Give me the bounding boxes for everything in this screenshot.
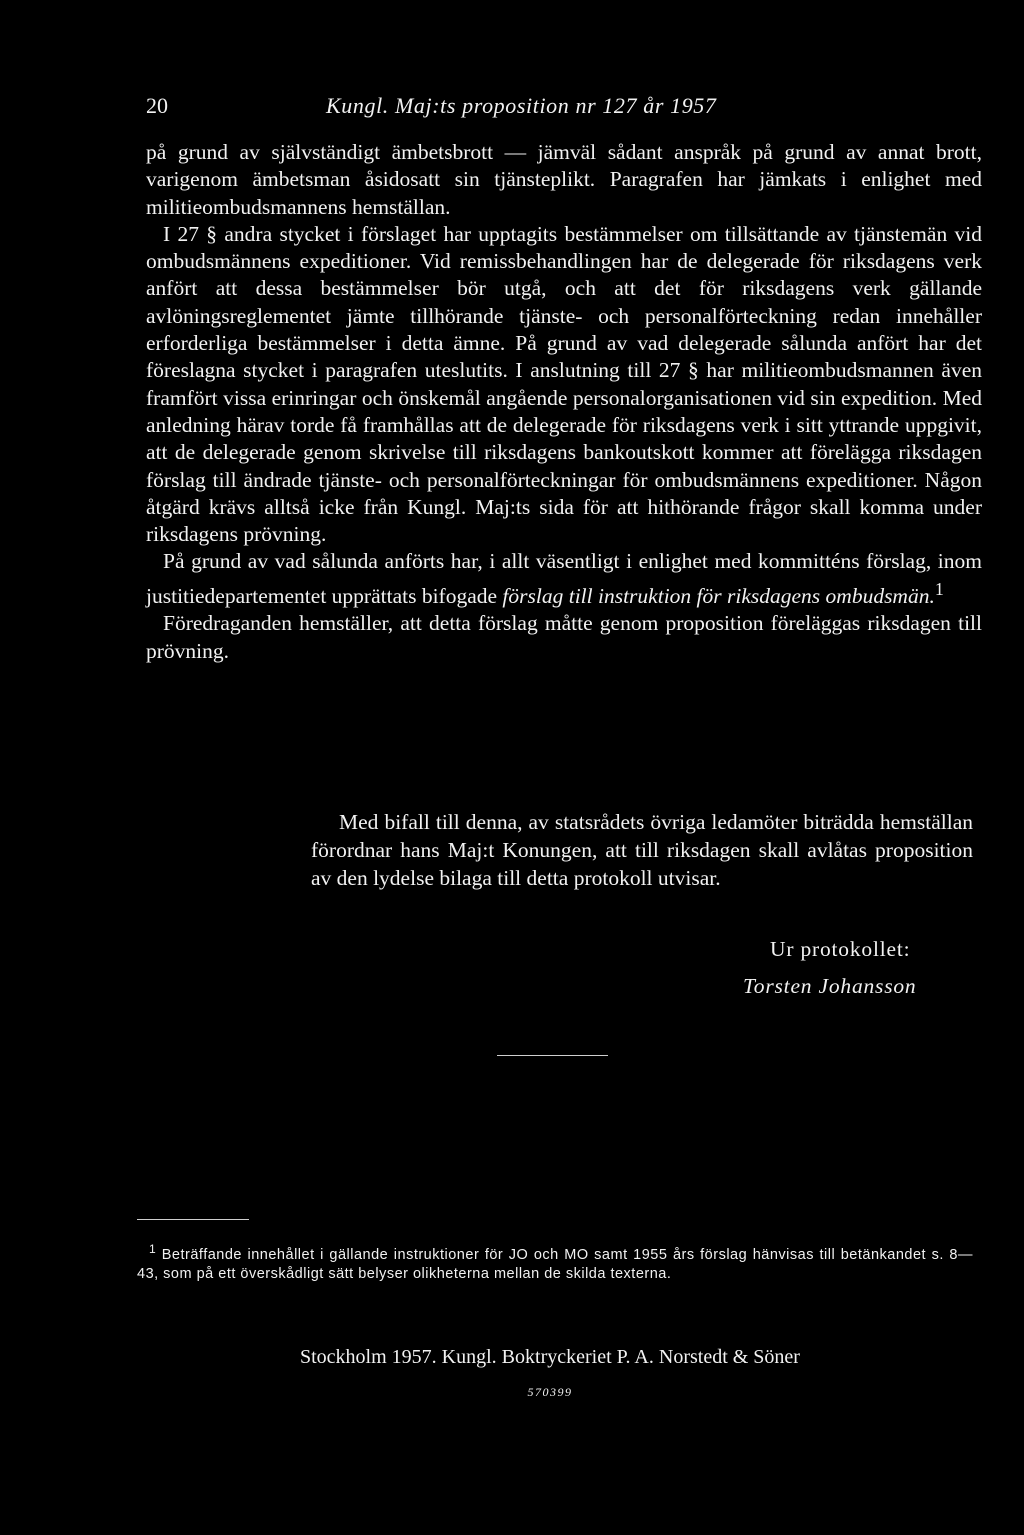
decision-paragraph bbox=[311, 809, 973, 892]
main-text bbox=[146, 139, 982, 665]
paragraph-2: I 27 § andra stycket i förslaget har upptagits bestämmelser om tillsättande av tjänstemän vid ombudsmännens expeditioner. Vid remissbehandlingen har de delegerade för riksdagens verk anfört att dessa bestämmelser bör utgå, och att det för riksdagens verk gällande avlöningsreglementet jämte tillhörande tjänste- och personalförteckning redan innehåller erforderliga bestämmelser i detta ämne. På grund av vad delegerade sålunda anfört har det föreslagna stycket i paragrafen uteslutits. I anslutning till 27 § har militieombudsmannen även framfört vissa erinringar och önskemål angående personalorganisationen vid sin expedition. Med anledning härav torde få framhållas att de delegerade för riksdagens verk i sitt yttrande uppgivit, att de delegerade genom skrivelse till riksdagens bankoutskott kommer att förelägga riksdagen förslag till ändrade tjänste- och personalförteckningar för ombudsmännens expeditioner. Någon åtgärd krävs alltså icke från Kungl. Maj:ts sida för att hithörande frågor skall komma under riksdagens prövning. bbox=[146, 221, 982, 547]
footnote-reference: 1 bbox=[934, 578, 944, 599]
footnote-marker: 1 bbox=[149, 1242, 157, 1256]
paragraph-4: Föredraganden hemställer, att detta förslag måtte genom proposition föreläggas riksdagen till prövning. bbox=[146, 611, 982, 663]
proposal-title: förslag till instruktion för riksdagens ombudsmän. bbox=[502, 583, 935, 608]
section-divider bbox=[497, 1055, 608, 1056]
paragraph-3-text: På grund av vad sålunda anförts har, i allt väsentligt i enlighet med kommitténs förslag, inom justitiedepartementet upprättats bifogade bbox=[146, 549, 982, 608]
footnote bbox=[137, 1240, 973, 1285]
printer-imprint: Stockholm 1957. Kungl. Boktryckeriet P. A. Norstedt & Söner bbox=[300, 1346, 800, 1368]
print-code: 570399 bbox=[527, 1385, 573, 1399]
signature: Torsten Johansson bbox=[743, 974, 917, 998]
page-number: 20 bbox=[146, 93, 168, 118]
ur-protokollet: Ur protokollet: bbox=[770, 937, 911, 961]
page-header bbox=[146, 92, 846, 120]
footnote-paragraph bbox=[137, 1240, 973, 1285]
footnote-divider bbox=[137, 1219, 249, 1220]
paragraph-3 bbox=[146, 548, 982, 610]
running-title: Kungl. Maj:ts proposition nr 127 år 1957 bbox=[326, 93, 717, 118]
decision-text: Med bifall till denna, av statsrådets övriga ledamöter biträdda hemställan förordnar hans Maj:t Konungen, att till riksdagen skall avlåtas proposition av den lydelse bilaga till detta protokoll utvisar. bbox=[311, 810, 973, 890]
footnote-text: Beträffande innehållet i gällande instruktioner för JO och MO samt 1955 års förslag hänvisas till betänkandet s. 8—43, som på ett överskådligt sätt belyser olikheterna mellan de skilda texterna. bbox=[137, 1246, 973, 1283]
paragraph-1: på grund av självständigt ämbetsbrott — jämväl sådant anspråk på grund av annat brott, varigenom ämbetsman åsidosatt sin tjänsteplikt. Paragrafen har jämkats i enlighet med militieombudsmannens hemställan. bbox=[146, 140, 982, 219]
